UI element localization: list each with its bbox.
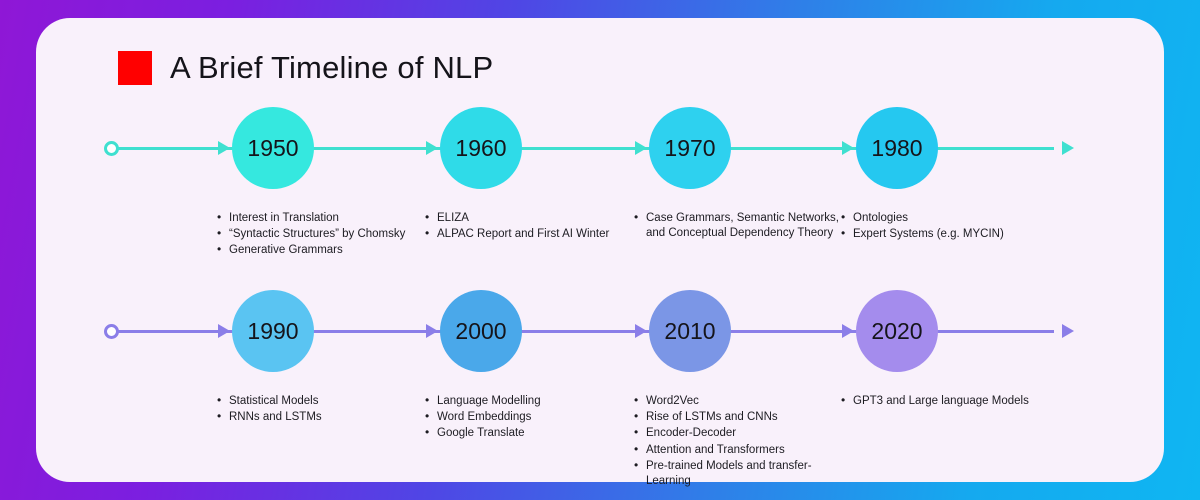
axis-arrow-icon [426, 141, 438, 155]
timeline-node-1960[interactable] [440, 107, 522, 189]
axis-arrow-icon [635, 141, 647, 155]
timeline-facts-1980 [838, 211, 1053, 243]
list-item: • Case Grammars, Semantic Networks, and Conceptual Dependency Theory [631, 211, 846, 241]
page-title: A Brief Timeline of NLP [170, 50, 494, 85]
list-item: • ELIZA [422, 211, 637, 226]
content-card [36, 18, 1164, 487]
list-item: • Attention and Transformers [631, 443, 846, 458]
fact-list [422, 211, 637, 242]
fact-list [838, 394, 1053, 409]
timeline-node-1970[interactable] [649, 107, 731, 189]
timeline-facts-1990 [214, 394, 429, 426]
timeline-row-1 [36, 98, 1164, 288]
axis-arrow-icon [218, 324, 230, 338]
axis-start-dot [104, 141, 119, 156]
timeline-node-1950[interactable] [232, 107, 314, 189]
timeline-facts-1950 [214, 211, 429, 260]
axis-start-dot [104, 324, 119, 339]
list-item: • Google Translate [422, 426, 637, 441]
timeline-facts-2000 [422, 394, 637, 443]
list-item: • ALPAC Report and First AI Winter [422, 227, 637, 242]
axis-arrow-icon [842, 324, 854, 338]
axis-arrow-icon [426, 324, 438, 338]
list-item: • Interest in Translation [214, 211, 429, 226]
timeline-node-2020[interactable] [856, 290, 938, 372]
list-item: • Rise of LSTMs and CNNs [631, 410, 846, 425]
fact-list [422, 394, 637, 442]
timeline-node-year: 2010 [664, 317, 716, 344]
fact-list [838, 211, 1053, 242]
timeline-node-year: 2000 [455, 317, 507, 344]
list-item: • GPT3 and Large language Models [838, 394, 1053, 409]
timeline-node-year: 1980 [871, 134, 923, 161]
list-item: • Encoder-Decoder [631, 426, 846, 441]
axis-arrow-icon [842, 141, 854, 155]
timeline-node-year: 1960 [455, 134, 507, 161]
timeline-facts-1970 [631, 211, 846, 242]
list-item: • Pre-trained Models and transfer-Learning [631, 459, 846, 489]
timeline-node-year: 2020 [871, 317, 923, 344]
axis-end-arrow-icon [1062, 324, 1074, 338]
timeline-facts-1960 [422, 211, 637, 243]
list-item: • “Syntactic Structures” by Chomsky [214, 227, 429, 242]
timeline-node-year: 1950 [247, 134, 299, 161]
list-item: • Generative Grammars [214, 243, 429, 258]
fact-list [214, 394, 429, 425]
red-square-icon [118, 51, 152, 85]
timeline-node-2010[interactable] [649, 290, 731, 372]
timeline-row-2 [36, 281, 1164, 487]
timeline-facts-2010 [631, 394, 846, 490]
axis-arrow-icon [635, 324, 647, 338]
list-item: • RNNs and LSTMs [214, 410, 429, 425]
fact-list [631, 211, 846, 241]
timeline-node-2000[interactable] [440, 290, 522, 372]
fact-list [631, 394, 846, 489]
timeline-node-year: 1970 [664, 134, 716, 161]
axis-arrow-icon [218, 141, 230, 155]
list-item: • Word Embeddings [422, 410, 637, 425]
list-item: • Word2Vec [631, 394, 846, 409]
timeline-node-1980[interactable] [856, 107, 938, 189]
timeline-node-year: 1990 [247, 317, 299, 344]
list-item: • Expert Systems (e.g. MYCIN) [838, 227, 1053, 242]
list-item: • Statistical Models [214, 394, 429, 409]
fact-list [214, 211, 429, 259]
list-item: • Language Modelling [422, 394, 637, 409]
timeline-facts-2020 [838, 394, 1053, 410]
axis-end-arrow-icon [1062, 141, 1074, 155]
list-item: • Ontologies [838, 211, 1053, 226]
title-row [118, 50, 493, 86]
timeline-node-1990[interactable] [232, 290, 314, 372]
